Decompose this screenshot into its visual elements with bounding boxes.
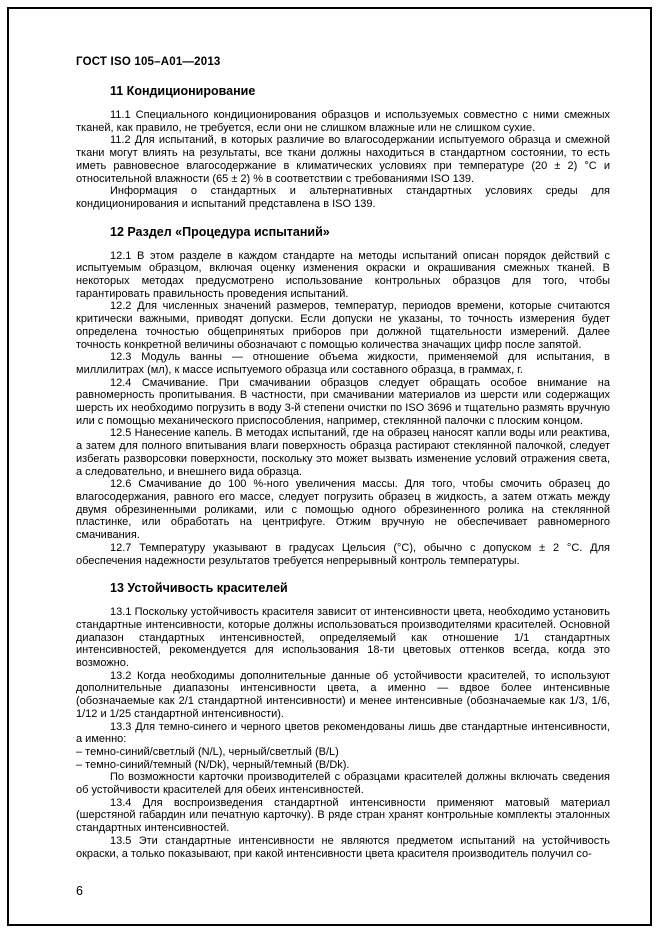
paragraph-12-3: 12.3 Модуль ванны — отношение объема жидкости, применяемой для испытания, в миллилитрах (мл), к массе испытуемого образца или составного образца, в граммах, г.	[76, 351, 610, 376]
section-13-heading: 13 Устойчивость красителей	[110, 581, 288, 596]
paragraph-13-5: 13.5 Эти стандартные интенсивности не являются предметом испытаний на устойчивость окраски, а только показывают, при какой интенсивности цвета красителя производитель получил со-	[76, 834, 610, 860]
paragraph-11-2: 11.2 Для испытаний, в которых различие во влагосодержании испытуемого образца и смежной ткани могут влиять на результаты, все ткани должны находиться в стандартном состоянии, то есть иметь равновесное влагосодержание в климатических условиях при температуре (20 ± 2) °С и относительной влажности (65 ± 2) % в соответствии с требованиями ISO 139.	[76, 134, 610, 185]
paragraph-12-4: 12.4 Смачивание. При смачивании образцов следует обращать особое внимание на равномерность пропитывания. В частности, при смачивании материалов из шерсти или содержащих шерсть их необходимо погрузить в воду 3-й степени очистки по ISO 3696 и тщательно размять вручную или с помощью механического приспособления, например, стеклянной палочки с плоским концом.	[76, 376, 610, 427]
paragraph-13-2: 13.2 Когда необходимы дополнительные данные об устойчивости красителей, то используют дополнительные диапазоны интенсивности цвета, а именно — вдвое более интенсивные (обозначаемые как 2/1 стандартной интенсивности) и менее интенсивные (обозначаемые как 1/3, 1/6, 1/12 и 1/25 стандартной интенсивности).	[76, 669, 610, 720]
section-12-heading: 12 Раздел «Процедура испытаний»	[110, 224, 330, 239]
paragraph-13-4: 13.4 Для воспроизведения стандартной интенсивности применяют матовый материал (шерстяной габардин или печатную карточку). В ряде стран хранят контрольные комплекты эталонных стандартных интенсивностей.	[76, 796, 610, 835]
section-11-heading: 11 Кондиционирование	[110, 84, 256, 98]
list-item-dark-blue-dark: – темно-синий/темный (N/Dk), черный/темный (B/Dk).	[76, 758, 350, 771]
page-number: 6	[76, 884, 83, 898]
page-content	[76, 56, 610, 860]
paragraph-13-3-note: По возможности карточки производителей с образцами красителей должны включать сведения об устойчивости красителей для обеих интенсивностей.	[76, 771, 610, 797]
paragraph-11-1: 11.1 Специального кондиционирования образцов и используемых совместно с ними смежных тканей, как правило, не требуется, если они не слишком влажные или не слишком сухие.	[76, 109, 610, 134]
paragraph-13-1: 13.1 Поскольку устойчивость красителя зависит от интенсивности цвета, необходимо установить стандартные интенсивности, которые должны использоваться производителями красителей. Основной диапазон стандартных интенсивностей, определяемый как отношение 1/1 стандартных интенсивностей, рекомендуется для использования 18-ти цветовых оттенков всегда, когда это возможно.	[76, 606, 610, 670]
list-item-dark-blue-light: – темно-синий/светлый (N/L), черный/светлый (B/L)	[76, 745, 339, 758]
document-number: ГОСТ ISO 105–A01—2013	[76, 56, 221, 68]
paragraph-12-1: 12.1 В этом разделе в каждом стандарте на методы испытаний описан порядок действий с испытуемым образцом, включая оценку изменения окраски и окрашивания смежных тканей. В некоторых методах предусмотрено использование контрольных образцов для того, чтобы гарантировать правильность проведения испытаний.	[76, 249, 610, 300]
paragraph-12-7: 12.7 Температуру указывают в градусах Цельсия (°С), обычно с допуском ± 2 °С. Для обеспечения надежности результатов требуется непрерывный контроль температуры.	[76, 541, 610, 567]
paragraph-12-2: 12.2 Для численных значений размеров, температур, периодов времени, которые считаются критически важными, приводят допуски. Если допуски не указаны, то точность измерения будет определена точностью общепринятых приборов при должной тщательности измерений. Далее точность конкретной величины обозначают с помощью количества значащих цифр после запятой.	[76, 300, 610, 351]
paragraph-12-6: 12.6 Смачивание до 100 %-ного увеличения массы. Для того, чтобы смочить образец до влагосодержания, равного его массе, следует погрузить образец в жидкость, а затем отжать между двумя обрезиненными роликами, или с помощью одного обрезиненного ролика на стеклянной пластинке, или обработать на центрифуге. Отжим вручную не обеспечивает равномерного смачивания.	[76, 478, 610, 542]
paragraph-13-3: 13.3 Для темно-синего и черного цветов рекомендованы лишь две стандартные интенсивности, а именно:	[76, 720, 610, 746]
paragraph-12-5: 12.5 Нанесение капель. В методах испытаний, где на образец наносят капли воды или реактива, а затем для полного впитывания влаги поверхность образца растирают стеклянной палочкой, следует избегать разворсовки поверхности, поскольку это может вызвать изменение условий отражения света, а следовательно, и внешнего вида образца.	[76, 427, 610, 478]
paragraph-11-note: Информация о стандартных и альтернативных стандартных условиях среды для кондиционирования и испытаний представлена в ISO 139.	[76, 185, 610, 210]
